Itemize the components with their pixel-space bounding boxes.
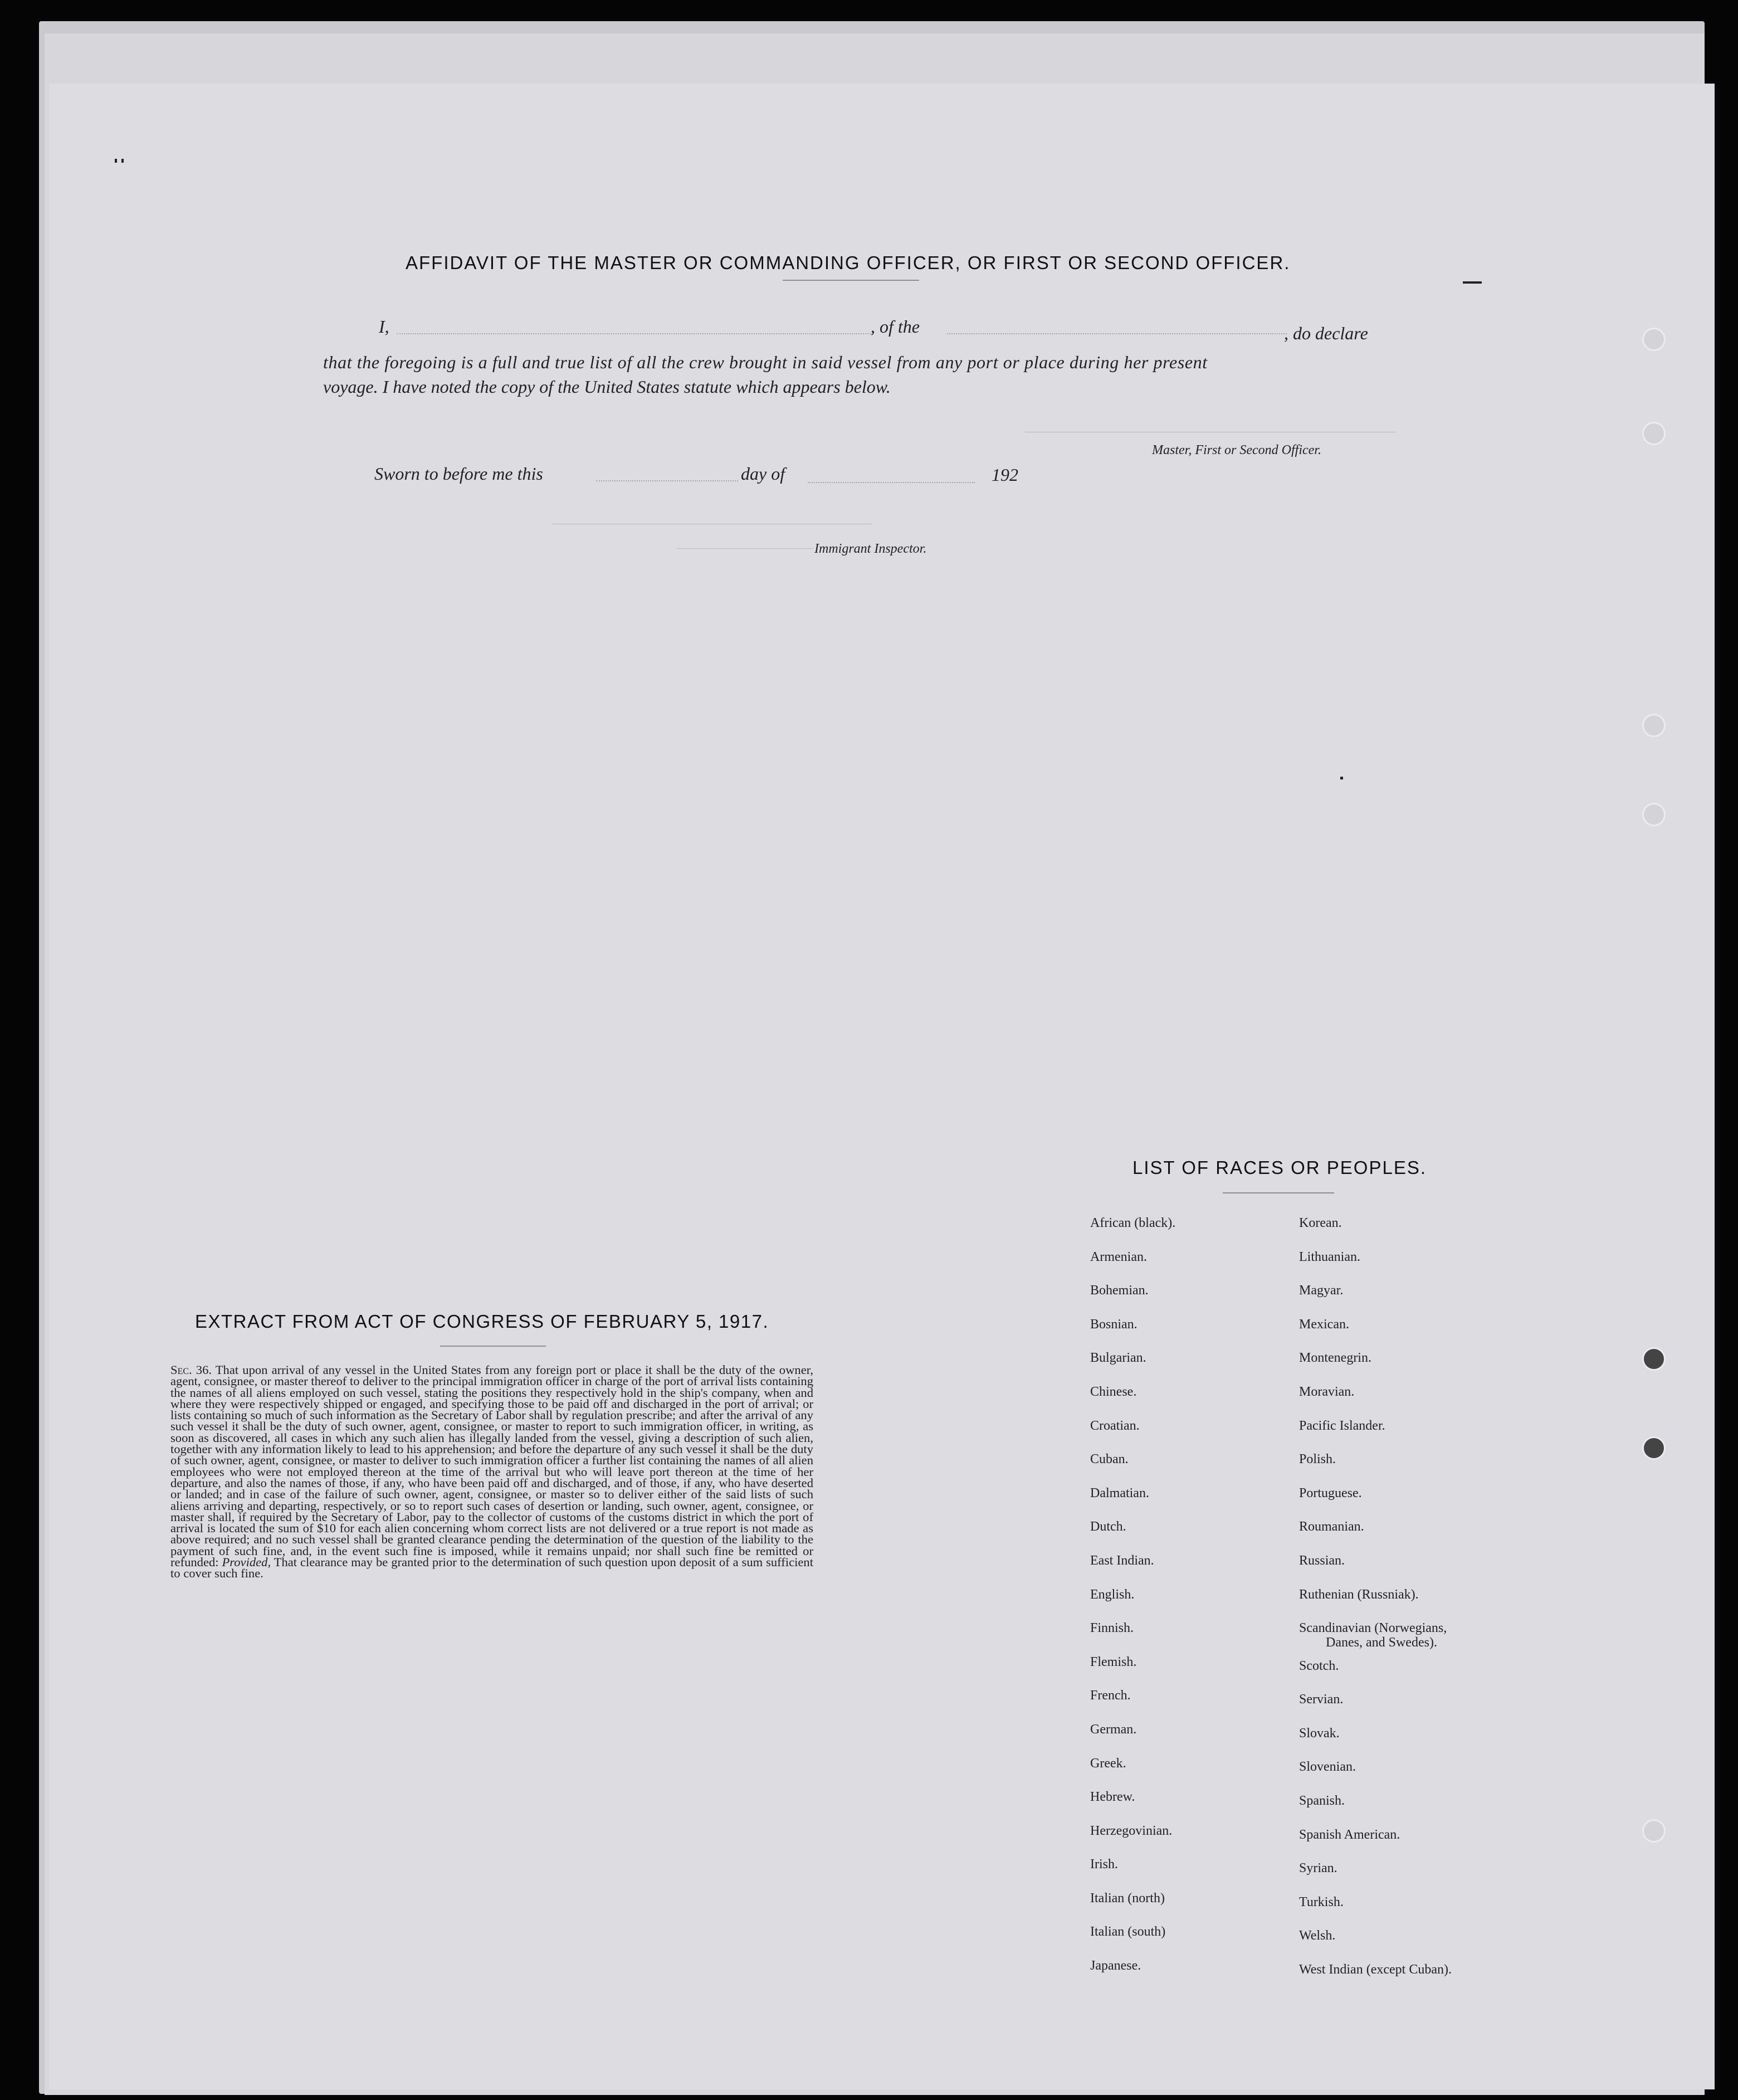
race-item: Turkish. (1299, 1894, 1344, 1909)
race-item: Hebrew. (1090, 1790, 1135, 1805)
race-item: Russian. (1299, 1553, 1345, 1568)
binder-hole-punched (1642, 1436, 1666, 1460)
race-item: East Indian. (1090, 1553, 1154, 1568)
race-item: German. (1090, 1722, 1137, 1737)
race-item: Lithuanian. (1299, 1249, 1360, 1264)
race-item: Bulgarian. (1090, 1351, 1146, 1366)
vessel-name-blank[interactable] (947, 333, 1287, 334)
race-item: Servian. (1299, 1692, 1344, 1707)
extract-text-part2: That clearance may be granted prior to the determination of such question upon deposit of a sum sufficient to cover such fine. (170, 1555, 814, 1581)
race-item: Dutch. (1090, 1519, 1126, 1534)
race-item: Bohemian. (1090, 1283, 1149, 1298)
race-item: Mexican. (1299, 1317, 1349, 1332)
binder-hole (1642, 714, 1666, 737)
race-item: Spanish American. (1299, 1827, 1400, 1842)
extract-title: EXTRACT FROM ACT OF CONGRESS OF FEBRUARY 5, 1917. (195, 1311, 769, 1332)
race-item: Bosnian. (1090, 1317, 1137, 1332)
race-scandinavian-line1: Scandinavian (Norwegians, (1299, 1621, 1447, 1636)
race-item: Korean. (1299, 1216, 1342, 1230)
race-item: French. (1090, 1688, 1131, 1703)
race-item: West Indian (except Cuban). (1299, 1962, 1452, 1977)
affidavit-line1-mid: , of the (871, 316, 920, 337)
races-title: LIST OF RACES OR PEOPLES. (1132, 1157, 1427, 1178)
race-item: Japanese. (1090, 1958, 1141, 1974)
race-item: Chinese. (1090, 1384, 1137, 1399)
race-item: Magyar. (1299, 1283, 1344, 1298)
race-item: Finnish. (1090, 1621, 1134, 1636)
binder-hole (1642, 422, 1666, 445)
affidavit-line1-end: , do declare (1284, 323, 1368, 343)
race-item-scandinavian (1299, 1621, 1452, 1659)
race-item: Slovak. (1299, 1726, 1340, 1741)
sworn-month-blank[interactable] (808, 482, 975, 483)
race-item: Croatian. (1090, 1418, 1140, 1433)
affidavit-line1-start: I, (379, 316, 389, 337)
races-column-2 (1299, 1216, 1452, 1996)
binder-hole-punched (1642, 1347, 1666, 1371)
binder-hole (1642, 803, 1666, 826)
race-item: Welsh. (1299, 1928, 1336, 1943)
race-item: Flemish. (1090, 1654, 1137, 1669)
race-item: Spanish. (1299, 1793, 1345, 1808)
affidavit-title: AFFIDAVIT OF THE MASTER OR COMMANDING OFFICER, OR FIRST OR SECOND OFFICER. (406, 252, 1291, 273)
race-item: Greek. (1090, 1756, 1126, 1771)
ink-dot (121, 159, 124, 163)
affidavit-line3: voyage. I have noted the copy of the United States statute which appears below. (323, 377, 891, 397)
ink-mark (1463, 281, 1482, 284)
race-item: Syrian. (1299, 1861, 1337, 1876)
binder-hole (1642, 1819, 1666, 1843)
race-item: Armenian. (1090, 1249, 1147, 1264)
declarant-name-blank[interactable] (397, 333, 873, 334)
extract-title-rule (440, 1346, 546, 1347)
sworn-day-blank[interactable] (596, 480, 738, 481)
extract-body (170, 1365, 813, 1580)
extract-provided: Provided, (222, 1555, 271, 1570)
race-scandinavian-line2: Danes, and Swedes). (1326, 1635, 1437, 1650)
ink-dot (1340, 777, 1343, 779)
races-column-1 (1090, 1216, 1175, 1992)
race-item: Portuguese. (1299, 1485, 1362, 1500)
master-signature-label: Master, First or Second Officer. (1152, 443, 1321, 457)
race-item: Roumanian. (1299, 1519, 1364, 1534)
race-item: Polish. (1299, 1452, 1336, 1467)
extract-section-label: Sec. 36. (170, 1363, 212, 1377)
race-item: Montenegrin. (1299, 1351, 1371, 1366)
binder-hole (1642, 328, 1666, 351)
race-item: African (black). (1090, 1216, 1176, 1230)
race-item: Italian (south) (1090, 1924, 1166, 1940)
affidavit-line2: that the foregoing is a full and true list of all the crew brought in said vessel from any port or place during her present (323, 352, 1208, 372)
race-item: Pacific Islander. (1299, 1418, 1385, 1433)
race-item: Scotch. (1299, 1659, 1339, 1674)
races-title-rule (1223, 1192, 1334, 1193)
extract-text-part1: That upon arrival of any vessel in the United States from any foreign port or place it shall be the duty of the owner, agent, consignee, or master thereof to deliver to the principal immigration officer in charge of the port of arrival lists containing the names of all aliens employed on such vessel, stating the positions they respectively hold in the ship's company, when and where they were respectively shipped or engaged, and specifying those to be paid off and discharged in the port of arrival; or lists containing so much of such information as the Secretary of Labor shall by regulation prescribe; and after the arrival of any such vessel it shall be the duty of such owner, agent, consignee, or master to report to such immigration officer, in writing, as soon as discovered, all cases in which any such alien has illegally landed from the vessel, giving a description of such alien, together with any information likely to lead to his apprehension; and before the departure of any such vessel it shall be the duty of such owner, agent, consignee, or master to deliver to such immigration officer a further list containing the names of all alien employees who were not employed thereon at the time of the arrival but who will leave port thereon at the time of her departure, and also the names of those, if any, who have been paid off and discharged, and of those, if any, who have deserted or landed; and in case of the failure of such owner, agent, consignee, or master so to deliver either of the said lists of such aliens arriving and departing, respectively, or so to report such cases of desertion or landing, such owner, agent, consignee, or master shall, if required by the Secretary of Labor, pay to the collector of customs of the customs district in which the port of arrival is located the sum of $10 for each alien concerning whom correct lists are not delivered or a true report is not made as above required; and no such vessel shall be granted clearance pending the determination of the question of the liability to the payment of such fine, and, in the event such fine is imposed, while it remains unpaid; nor shall such fine be remitted or refunded: (170, 1363, 813, 1570)
affidavit-title-rule (783, 280, 919, 281)
race-item: Irish. (1090, 1857, 1118, 1872)
sworn-mid: day of (741, 464, 785, 484)
race-item: Moravian. (1299, 1384, 1355, 1399)
race-item: English. (1090, 1587, 1135, 1602)
sworn-start: Sworn to before me this (374, 464, 543, 484)
inspector-short-line (677, 548, 813, 549)
race-item: Cuban. (1090, 1452, 1129, 1467)
inspector-label: Immigrant Inspector. (814, 542, 927, 556)
sworn-year: 192 (992, 465, 1018, 485)
race-item: Slovenian. (1299, 1760, 1356, 1775)
race-item: Ruthenian (Russniak). (1299, 1587, 1419, 1602)
race-item: Italian (north) (1090, 1891, 1165, 1906)
race-item: Dalmatian. (1090, 1485, 1149, 1500)
ink-dot (115, 159, 117, 163)
race-item: Herzegovinian. (1090, 1823, 1173, 1838)
